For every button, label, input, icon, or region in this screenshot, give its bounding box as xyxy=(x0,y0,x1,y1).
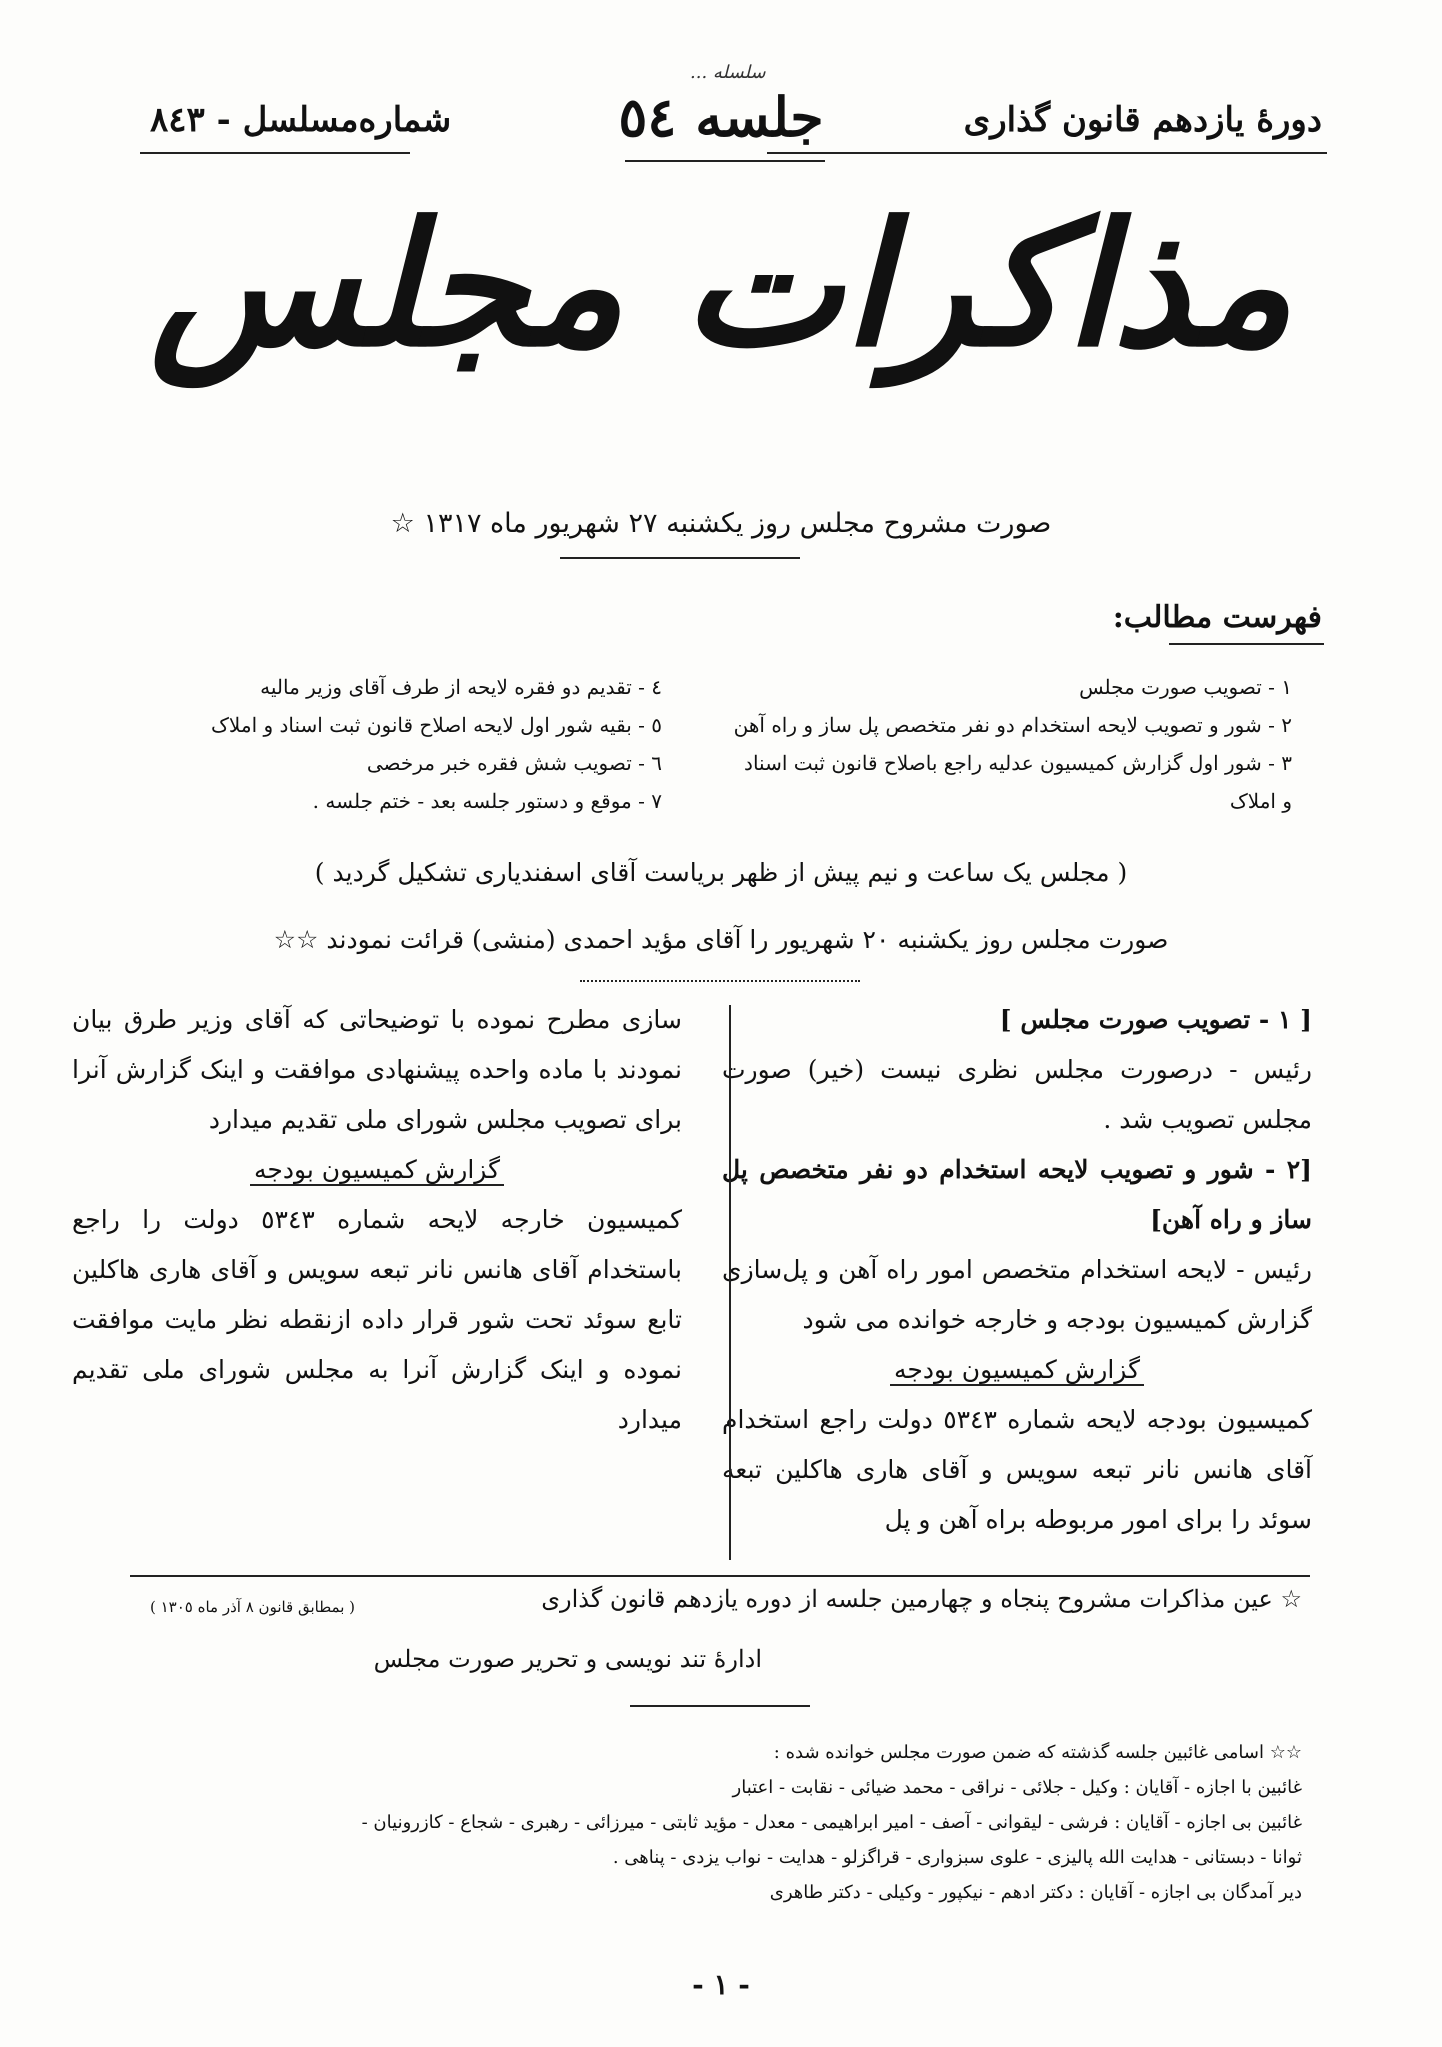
header-underline-right xyxy=(767,152,1327,154)
minutes-note: صورت مجلس روز یکشنبه ٢٠ شهریور را آقای مؤید احمدی (منشی) قرائت نمودند ☆☆ xyxy=(273,925,1169,954)
toc-title: فهرست مطالب: xyxy=(1112,600,1322,635)
footnote-divider xyxy=(630,1705,810,1707)
header-underline-left xyxy=(140,152,410,154)
section-heading: [٢ - شور و تصویب لایحه استخدام دو نفر متخصص پل ساز و راه آهن] xyxy=(722,1155,1312,1234)
paragraph: کمیسیون بودجه لایحه شماره ٥٣٤٣ دولت راجع استخدام آقای هانس نانر تبعه سویس و آقای هاری هاکلین تبعه سوئد را برای امور مربوطه براه آهن و پل xyxy=(722,1405,1312,1534)
seal-stamp: سلسله ... xyxy=(690,62,766,83)
right-column xyxy=(722,995,1312,1545)
page-number: - ١ - xyxy=(692,1968,750,2001)
report-subheading: گزارش کمیسیون بودجه xyxy=(72,1145,682,1195)
footnote-rule xyxy=(130,1575,1310,1577)
toc-item: و املاک xyxy=(1229,789,1292,813)
footnote-main: ☆ عین مذاکرات مشروح پنجاه و چهارمین جلسه از دوره یازدهم قانون گذاری xyxy=(541,1585,1302,1613)
session-number: جلسه ٥٤ xyxy=(618,85,824,149)
absentees-intro: ☆☆ اسامی غائبین جلسه گذشته که ضمن صورت مجلس خوانده شده : xyxy=(773,1742,1302,1763)
session-subtitle: صورت مشروح مجلس روز یکشنبه ٢٧ شهریور ماه ١٣١٧ ☆ xyxy=(390,508,1052,539)
toc-left-list xyxy=(142,668,662,820)
section-heading: [ ١ - تصویب صورت مجلس ] xyxy=(999,1005,1312,1034)
toc-right-list xyxy=(702,668,1292,820)
absentees-line: ثوانا - دبستانی - هدایت الله پالیزی - علوی سبزواری - قراگزلو - هدایت - نواب یزدی - پناهی . xyxy=(612,1847,1302,1868)
toc-item: ٧ - موقع و دستور جلسه بعد - ختم جلسه . xyxy=(312,789,662,813)
toc-item: ٢ - شور و تصویب لایحه استخدام دو نفر متخصص پل ساز و راه آهن xyxy=(733,713,1292,737)
paragraph: رئیس - لایحه استخدام متخصص امور راه آهن و پل‌سازی گزارش کمیسیون بودجه و خارجه خوانده می شود xyxy=(722,1255,1312,1334)
header-underline-center xyxy=(625,160,825,162)
legislative-period: دورهٔ یازدهم قانون گذاری xyxy=(963,100,1322,140)
paragraph: رئیس - درصورت مجلس نظری نیست (خیر) صورت مجلس تصویب شد . xyxy=(722,1055,1312,1134)
paragraph: کمیسیون خارجه لایحه شماره ٥٣٤٣ دولت را راجع باستخدام آقای هانس نانر تبعه سویس و آقای هاری هاکلین تابع سوئد تحت شور قرار داده ازنقطه نظر مایت موافقت نموده و اینک گزارش آنرا به مجلس شورای ملی تقدیم میدارد xyxy=(72,1205,682,1434)
toc-item: ١ - تصویب صورت مجلس xyxy=(1079,675,1292,699)
paragraph: سازی مطرح نموده با توضیحاتی که آقای وزیر طرق بیان نمودند با ماده واحده پیشنهادی موافقت و اینک گزارش آنرا برای تصویب مجلس شورای ملی تقدیم میدارد xyxy=(72,1005,682,1134)
subtitle-underline xyxy=(560,557,800,559)
footnote-law: ( بمطابق قانون ٨ آذر ماه ١٣٠٥ ) xyxy=(150,1598,356,1616)
masthead-title: مذاکرات مجلس xyxy=(149,185,1293,385)
toc-item: ٥ - بقیه شور اول لایحه اصلاح قانون ثبت اسناد و املاک xyxy=(211,713,662,737)
column-divider xyxy=(729,1005,731,1560)
toc-item: ٦ - تصویب شش فقره خبر مرخصی xyxy=(366,751,662,775)
ornament-divider xyxy=(580,980,860,982)
absentees-list xyxy=(122,1735,1302,1910)
opening-note: ( مجلس یک ساعت و نیم پیش از ظهر بریاست آقای اسفندیاری تشکیل گردید ) xyxy=(314,858,1128,887)
footnote-office: ادارهٔ تند نویسی و تحریر صورت مجلس xyxy=(373,1645,762,1673)
toc-item: ٣ - شور اول گزارش کمیسیون عدلیه راجع باصلاح قانون ثبت اسناد xyxy=(744,751,1292,775)
left-column xyxy=(72,995,682,1445)
toc-item: ٤ - تقدیم دو فقره لایحه از طرف آقای وزیر مالیه xyxy=(260,675,662,699)
serial-number: شماره‌مسلسل - ٨٤٣ xyxy=(150,100,452,140)
toc-title-underline xyxy=(1169,643,1324,645)
absentees-line: غائبین بی اجازه - آقایان : فرشی - لیقوانی - آصف - امیر ابراهیمی - معدل - مؤید ثابتی - میرزائی - رهبری - شجاع - کازرونیان - xyxy=(361,1812,1302,1833)
report-subheading: گزارش کمیسیون بودجه xyxy=(722,1345,1312,1395)
absentees-line: دیر آمدگان بی اجازه - آقایان : دکتر ادهم - نیکپور - وکیلی - دکتر طاهری xyxy=(769,1882,1302,1903)
absentees-line: غائبین با اجازه - آقایان : وکیل - جلائی - نراقی - محمد ضیائی - نقابت - اعتبار xyxy=(732,1777,1302,1798)
